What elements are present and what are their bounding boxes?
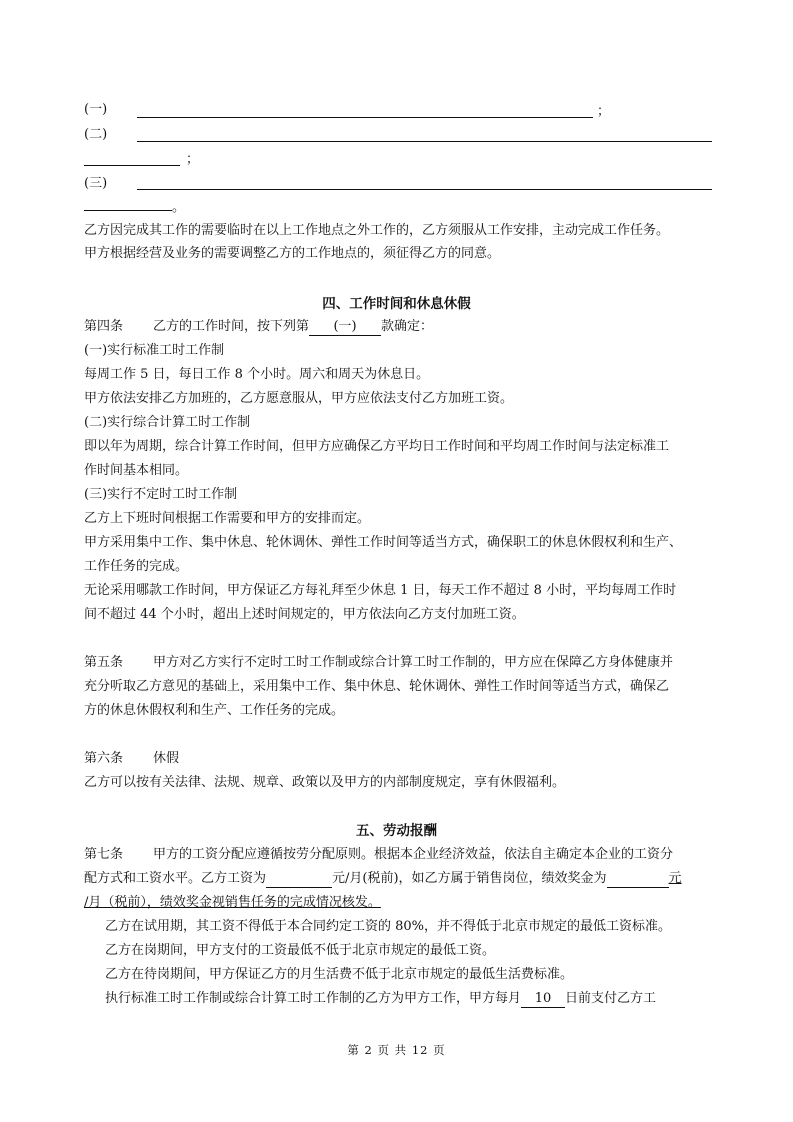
place-item-2-label: (二)	[84, 127, 108, 142]
salary-blank	[266, 871, 332, 888]
section-4-title: 四、工作时间和休息休假	[322, 296, 471, 312]
option-3-heading: (三)实行不定时工时工作制	[84, 487, 238, 502]
article-7-prefix: 第七条	[84, 847, 124, 862]
place-item-2-end: ；	[186, 152, 200, 167]
place-item-3-blank-cont	[84, 210, 172, 211]
article-5-text-1: 甲方对乙方实行不定时工时工作制或综合计算工时工作制的，甲方应在保障乙方身体健康并	[153, 655, 674, 670]
article-4-prefix: 第四条	[84, 319, 124, 334]
article-7-line-1	[84, 846, 673, 864]
article-6-title: 休假	[153, 751, 180, 766]
wage-paragraph-4-b: 日前支付乙方工	[565, 991, 657, 1006]
wage-paragraph-2: 乙方在岗期间，甲方支付的工资最低不低于北京市规定的最低工资。	[105, 943, 496, 958]
wage-paragraph-4	[105, 990, 656, 1008]
article-5-line-3: 方的休息休假权利和生产、工作任务的完成。	[84, 703, 345, 718]
option-3-line-3: 工作任务的完成。	[84, 559, 189, 574]
option-2-heading: (二)实行综合计算工时工作制	[84, 415, 251, 430]
any-option-line-1: 无论采用哪款工作时间，甲方保证乙方每礼拜至少休息 1 日，每天工作不超过 8 小时，平均每周工作时	[84, 583, 677, 598]
article-6-prefix: 第六条	[84, 751, 124, 766]
article-7-line-2	[84, 870, 682, 888]
place-item-1-end: ；	[597, 104, 611, 119]
place-item-2-blank	[137, 141, 712, 142]
section-5-title: 五、劳动报酬	[356, 823, 437, 839]
article-4-text-a: 乙方的工作时间，按下列第	[153, 319, 310, 334]
place-item-1-blank	[137, 117, 593, 118]
article-7-text-2a: 配方式和工资水平。乙方工资为	[84, 871, 267, 886]
places-paragraph-1: 乙方因完成其工作的需要临时在以上工作地点之外工作的，乙方须服从工作安排，主动完成工作任务。	[84, 223, 670, 238]
article-6-line	[84, 750, 179, 768]
bonus-blank	[607, 871, 669, 888]
pay-day-value: 10	[521, 991, 565, 1008]
option-1-line-1: 每周工作 5 日，每日工作 8 个小时。周六和周天为休息日。	[84, 367, 430, 382]
article-5-line-2: 充分听取乙方意见的基础上，采用集中工作、集中休息、轮休调休、弹性工作时间等适当方式，确保乙	[84, 679, 670, 694]
article-4-selected-option: (一)	[309, 319, 381, 336]
place-item-1-label: (一)	[84, 102, 108, 117]
places-paragraph-2: 甲方根据经营及业务的需要调整乙方的工作地点的，须征得乙方的同意。	[84, 246, 501, 261]
article-7-line-3: /月（税前），绩效奖金视销售任务的完成情况核发。	[84, 895, 381, 910]
place-item-3-label: (三)	[84, 176, 108, 191]
option-1-heading: (一)实行标准工时工作制	[84, 343, 225, 358]
article-4-text-b: 款确定：	[381, 319, 434, 334]
article-4-line	[84, 318, 433, 336]
article-7-text-2b: 元/月(税前)，如乙方属于销售岗位，绩效奖金为	[332, 871, 607, 886]
option-2-line-2: 作时间基本相同。	[84, 463, 189, 478]
wage-paragraph-4-a: 执行标准工时工作制或综合计算工时工作制的乙方为甲方工作，甲方每月	[105, 991, 522, 1006]
article-5-prefix: 第五条	[84, 655, 124, 670]
article-6-text: 乙方可以按有关法律、法规、规章、政策以及甲方的内部制度规定，享有休假福利。	[84, 775, 566, 790]
wage-paragraph-3: 乙方在待岗期间，甲方保证乙方的月生活费不低于北京市规定的最低生活费标准。	[105, 967, 574, 982]
place-item-3-blank	[137, 189, 712, 190]
page-footer: 第 2 页 共 12 页	[347, 1043, 446, 1057]
article-7-text-1: 甲方的工资分配应遵循按劳分配原则。根据本企业经济效益，依法自主确定本企业的工资分	[153, 847, 674, 862]
option-1-line-2: 甲方依法安排乙方加班的，乙方愿意服从，甲方应依法支付乙方加班工资。	[84, 391, 514, 406]
place-item-2-blank-cont	[84, 165, 180, 166]
option-3-line-1: 乙方上下班时间根据工作需要和甲方的安排而定。	[84, 511, 371, 526]
place-item-3-end: 。	[172, 200, 186, 215]
article-7-text-2c: 元	[668, 871, 682, 886]
option-2-line-1: 即以年为周期，综合计算工作时间，但甲方应确保乙方平均日工作时间和平均周工作时间与法定标准工	[84, 439, 670, 454]
wage-paragraph-1: 乙方在试用期，其工资不得低于本合同约定工资的 80%，并不得低于北京市规定的最低工资标准。	[105, 919, 672, 934]
article-5-line-1	[84, 654, 673, 672]
any-option-line-2: 间不超过 44 个小时，超出上述时间规定的，甲方依法向乙方支付加班工资。	[84, 607, 525, 622]
option-3-line-2: 甲方采用集中工作、集中休息、轮休调休、弹性工作时间等适当方式，确保职工的休息休假权利和生产、	[84, 535, 683, 550]
